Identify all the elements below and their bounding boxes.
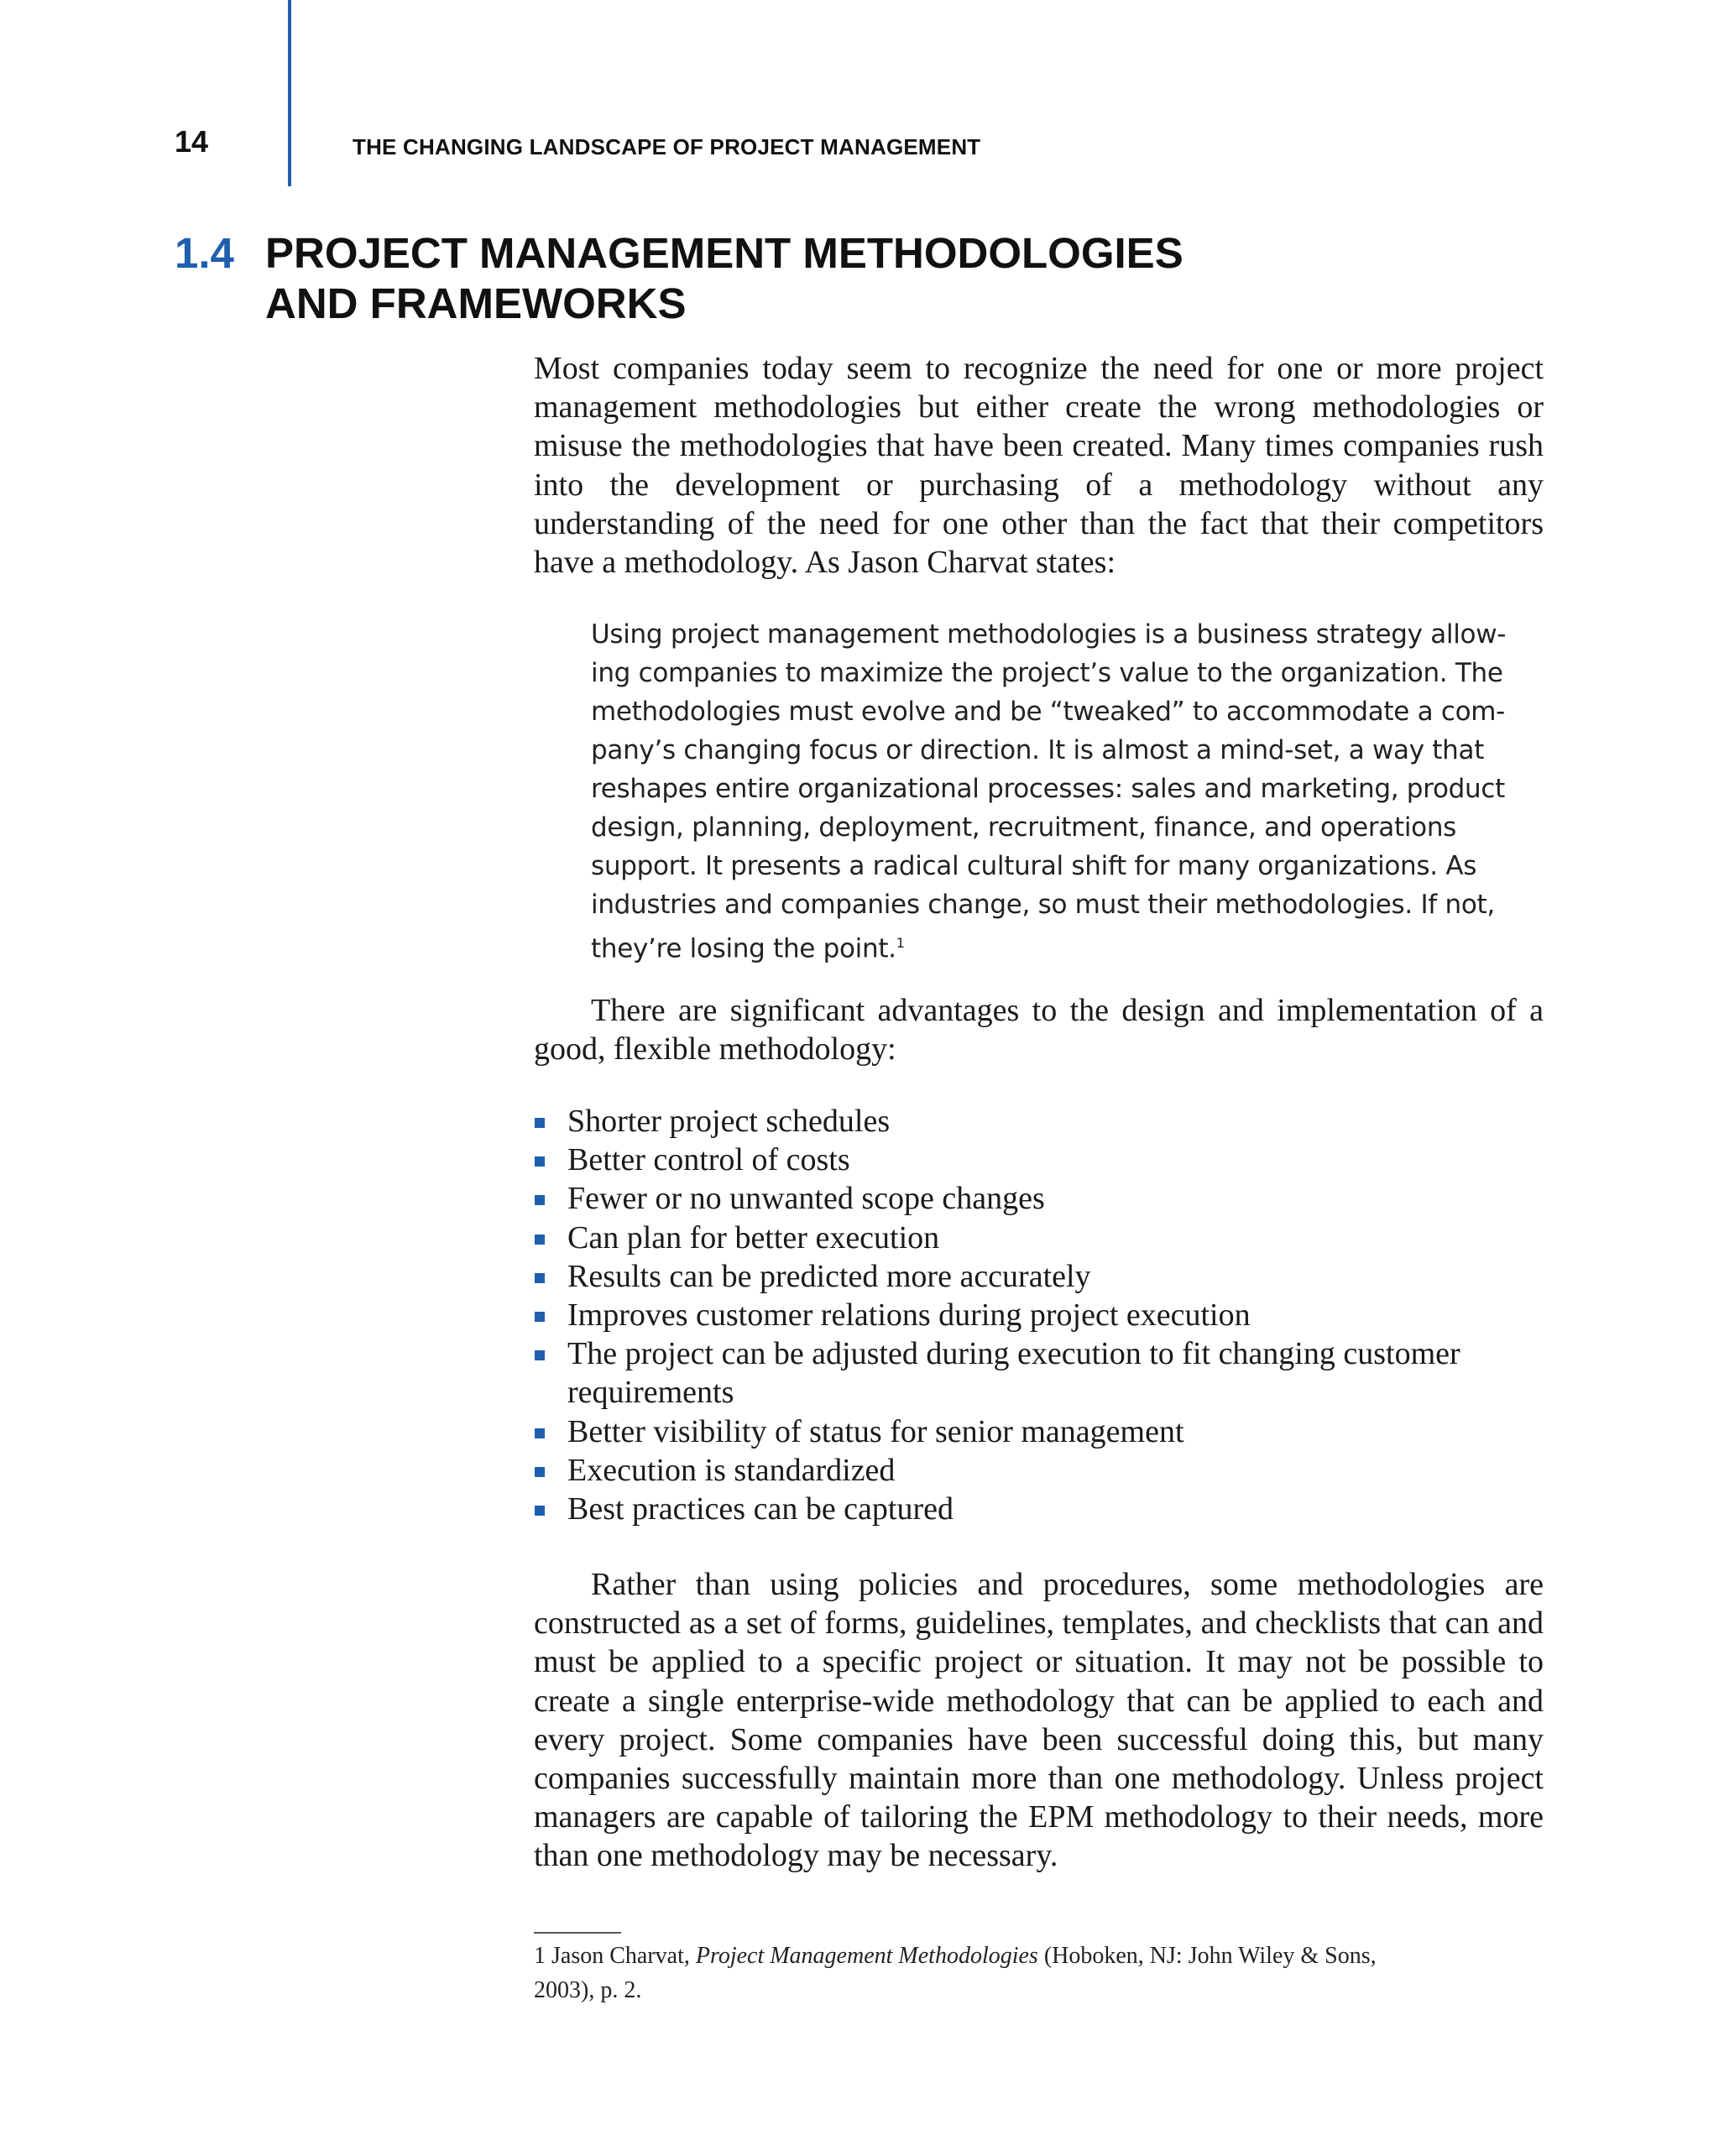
list-item — [534, 1490, 1544, 1528]
list-item — [534, 1257, 1544, 1296]
section-title — [265, 228, 1356, 329]
quote-line: pany’s changing focus or direction. It is almost a mind-set, a way that — [591, 735, 1485, 765]
quote-line-text: they’re losing the point. — [591, 933, 896, 964]
list-item — [534, 1141, 1544, 1179]
list-item-text: Best practices can be captured — [567, 1491, 954, 1527]
quote-line-last — [591, 924, 1514, 968]
list-item — [534, 1451, 1544, 1490]
footnote-suffix: (Hoboken, NJ: John Wiley & Sons, — [1037, 1943, 1377, 1969]
quote-line: methodologies must evolve and be “tweaked” to accommodate a com- — [591, 697, 1506, 727]
square-bullet-icon — [535, 1506, 545, 1516]
list-item-text: Execution is standardized — [567, 1452, 896, 1488]
list-item-text: Improves customer relations during project execution — [567, 1297, 1251, 1334]
list-item-text: Better visibility of status for senior management — [567, 1413, 1184, 1449]
list-item-text: Can plan for better execution — [567, 1219, 940, 1255]
list-item — [534, 1296, 1544, 1334]
list-item-text: Shorter project schedules — [567, 1104, 891, 1139]
list-item — [534, 1179, 1544, 1218]
footnote-line1 — [534, 1939, 1544, 1973]
list-item-text: The project can be adjusted during execution to fit changing customer requirements — [567, 1336, 1460, 1411]
section-title-line2: AND FRAMEWORKS — [265, 279, 687, 327]
header-vertical-rule — [288, 0, 291, 186]
intro-paragraph — [534, 349, 1544, 582]
intro-paragraph-text: Most companies today seem to recognize the need for one or more project management methodologies but either create the wrong methodologies or misuse the methodologies that have been created. Many times companies rush into the development or purchasing of a methodology without any understanding of the need for one other than the fact that their competitors have a methodology. As Jason Charvat states: — [534, 351, 1544, 581]
square-bullet-icon — [535, 1273, 545, 1283]
quote-line: reshapes entire organizational processes: sales and marketing, product — [591, 774, 1505, 804]
list-item-text: Results can be predicted more accurately — [567, 1258, 1091, 1294]
footnote — [534, 1939, 1544, 2007]
advantages-intro-text: There are significant advantages to the design and implementation of a good, flexible methodology: — [534, 993, 1544, 1068]
section-number: 1.4 — [175, 229, 234, 277]
list-item — [534, 1412, 1544, 1451]
section-title-line1: PROJECT MANAGEMENT METHODOLOGIES — [265, 229, 1183, 277]
quote-line: Using project management methodologies is a business strategy allow- — [591, 619, 1507, 650]
advantages-intro-paragraph — [534, 991, 1544, 1068]
list-item — [534, 1334, 1544, 1412]
block-quote — [591, 615, 1514, 968]
page-number: 14 — [175, 124, 209, 159]
footnote-line2: 2003), p. 2. — [534, 1977, 642, 2003]
running-head: THE CHANGING LANDSCAPE OF PROJECT MANAGEMENT — [353, 134, 981, 159]
square-bullet-icon — [535, 1350, 545, 1360]
list-item-text: Better control of costs — [567, 1142, 850, 1178]
quote-line: ing companies to maximize the project’s value to the organization. The — [591, 658, 1503, 688]
list-item — [534, 1219, 1544, 1257]
list-item — [534, 1102, 1544, 1141]
list-item-text: Fewer or no unwanted scope changes — [567, 1181, 1045, 1217]
quote-line: industries and companies change, so must their methodologies. If not, — [591, 890, 1495, 920]
square-bullet-icon — [535, 1235, 545, 1245]
square-bullet-icon — [535, 1467, 545, 1477]
square-bullet-icon — [535, 1428, 545, 1438]
methodology-paragraph — [534, 1565, 1544, 1876]
quote-line: support. It presents a radical cultural shift for many organizations. As — [591, 851, 1477, 881]
methodology-paragraph-text: Rather than using policies and procedures, some methodologies are constructed as a set of forms, guidelines, templates, and checklists that can and must be applied to a specific project or situation. It may not be possible to create a single enterprise-wide methodology that can be applied to each and every project. Some companies have been successful doing this, but many companies successfully maintain more than one methodology. Unless project managers are capable of tailoring the EPM methodology to their needs, more than one methodology may be necessary. — [534, 1567, 1544, 1874]
footnote-prefix: 1 Jason Charvat, — [534, 1943, 696, 1969]
quote-line: design, planning, deployment, recruitment, finance, and operations — [591, 812, 1457, 843]
square-bullet-icon — [535, 1312, 545, 1322]
footnote-divider — [534, 1932, 621, 1934]
footnote-book-title: Project Management Methodologies — [695, 1943, 1038, 1969]
advantages-list — [534, 1102, 1544, 1528]
square-bullet-icon — [535, 1156, 545, 1167]
footnote-reference[interactable]: 1 — [896, 935, 905, 951]
square-bullet-icon — [535, 1118, 545, 1128]
square-bullet-icon — [535, 1195, 545, 1205]
